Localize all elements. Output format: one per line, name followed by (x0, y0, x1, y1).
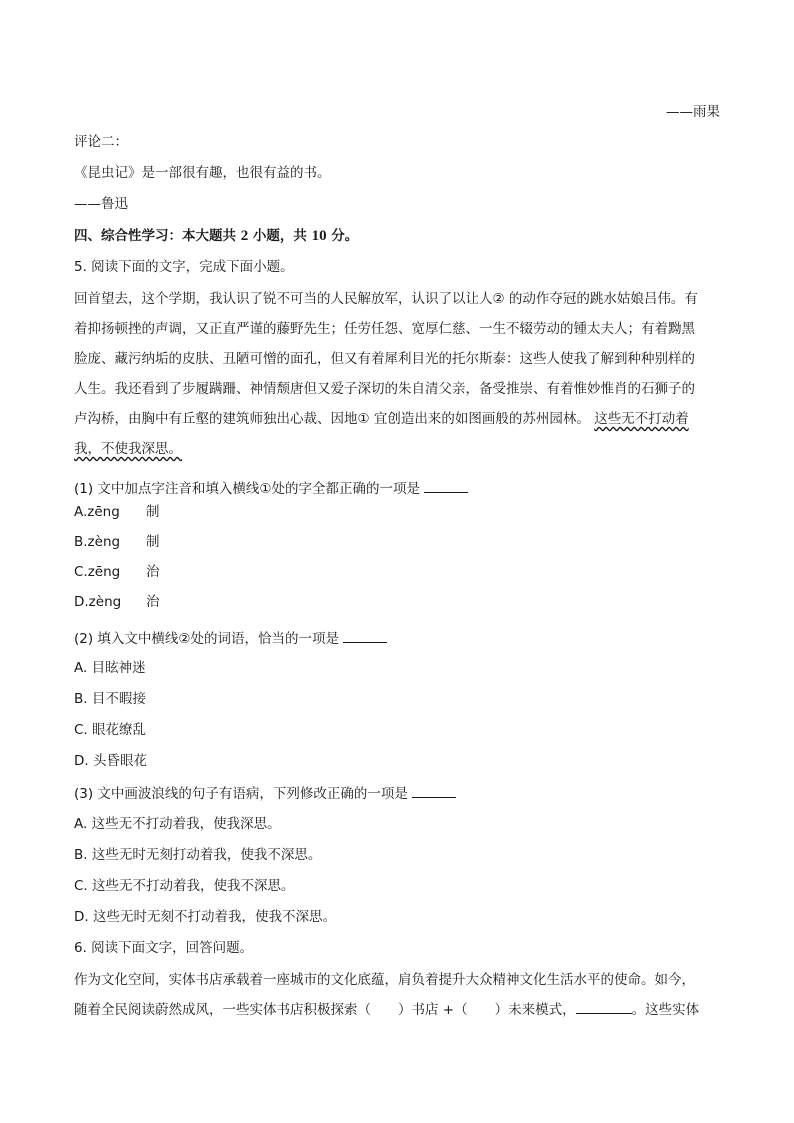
attribution-hugo: ——雨果 (666, 104, 720, 120)
sub2-stem-text: (2) 填入文中横线②处的词语，恰当的一项是 (74, 631, 344, 647)
section-heading-post: 分。 (326, 228, 359, 244)
q5-sub2-stem (74, 628, 387, 648)
section-heading (74, 226, 358, 246)
passage-line (74, 995, 722, 1025)
option-pinyin: D.zèng (74, 594, 122, 610)
answer-blank[interactable] (343, 628, 387, 643)
wavy-sentence-part1: 这些无不打动着 (594, 411, 689, 427)
passage-line (74, 404, 722, 434)
option-pinyin: A.zēng (74, 504, 120, 520)
comment2-label: 评论二： (74, 134, 128, 150)
q6-prompt: 6. 阅读下面文字，回答问题。 (74, 940, 254, 956)
answer-blank[interactable] (424, 478, 468, 493)
option-char: 治 (146, 594, 160, 610)
passage-line: 着抑扬顿挫的声调，又正直严谨的藤野先生；任劳任怨、宽厚仁慈、一生不辍劳动的锺太夫人；有着黝黑 (74, 321, 695, 337)
option-pinyin: B.zèng (74, 534, 121, 550)
passage-line: 作为文化空间，实体书店承载着一座城市的文化底蕴，肩负着提升大众精神文化生活水平的使命。如今， (74, 972, 695, 988)
option-pinyin: C.zēng (74, 564, 121, 580)
sub2-option-a[interactable]: A. 目眩神迷 (74, 660, 146, 676)
comment2-text: 《昆虫记》是一部很有趣，也很有益的书。 (74, 165, 331, 181)
passage-line: 人生。我还看到了步履蹒跚、神情颓唐但又爱子深切的朱自清父亲，备受推崇、有着惟妙惟肖的石狮子的 (74, 381, 695, 397)
option-char: 治 (146, 564, 160, 580)
sub2-option-d[interactable]: D. 头昏眼花 (74, 753, 147, 769)
q6-passage (74, 965, 722, 1025)
attribution-luxun: ——鲁迅 (74, 196, 128, 212)
q5-sub1-stem (74, 478, 468, 498)
passage-line (74, 434, 722, 464)
passage-line-tail: 。这些实体 (631, 1002, 700, 1018)
section-heading-pre: 四、综合性学习：本大题共 (74, 228, 241, 244)
passage-line: 脸庞、藏污纳垢的皮肤、丑陋可憎的面孔，但又有着犀利目光的托尔斯泰：这些人使我了解到种种别样的 (74, 351, 695, 367)
sub1-option-a[interactable] (74, 502, 160, 522)
option-char: 制 (146, 504, 160, 520)
sub1-option-b[interactable] (74, 532, 160, 552)
section-heading-mid: 小题，共 (248, 228, 312, 244)
sub1-option-c[interactable] (74, 562, 160, 582)
passage-line-text: 随着全民阅读蔚然成风，一些实体书店积极探索（ ）书店 +（ ）未来模式， (74, 1002, 576, 1018)
section-heading-count: 2 (240, 228, 249, 244)
q5-prompt: 5. 阅读下面的文字，完成下面小题。 (74, 259, 294, 275)
answer-blank[interactable] (412, 783, 456, 798)
sub3-option-a[interactable]: A. 这些无不打动着我，使我深思。 (74, 816, 281, 832)
passage-line: 回首望去，这个学期，我认识了锐不可当的人民解放军，认识了以让人② 的动作夺冠的跳水姑娘吕伟。有 (74, 291, 698, 307)
sub3-option-c[interactable]: C. 这些无不打动着我，使我不深思。 (74, 878, 295, 894)
sub1-stem-text: (1) 文中加点字注音和填入横线①处的字全都正确的一项是 (74, 481, 425, 497)
wavy-sentence-part2: 我，不使我深思。 (74, 441, 182, 457)
sub3-option-b[interactable]: B. 这些无时无刻打动着我，使我不深思。 (74, 847, 322, 863)
passage-line-text: 卢沟桥，由胸中有丘壑的建筑师独出心裁、因地① 宜创造出来的如图画般的苏州园林。 (74, 411, 590, 427)
sub2-option-b[interactable]: B. 目不暇接 (74, 691, 146, 707)
section-heading-score: 10 (311, 228, 327, 244)
sub2-option-c[interactable]: C. 眼花缭乱 (74, 722, 147, 738)
sub1-option-d[interactable] (74, 592, 160, 612)
sub3-option-d[interactable]: D. 这些无时无刻不打动着我，使我不深思。 (74, 909, 336, 925)
q5-sub3-stem (74, 783, 456, 803)
option-char: 制 (146, 534, 160, 550)
answer-blank[interactable] (576, 999, 632, 1014)
q5-passage (74, 284, 722, 464)
sub3-stem-text: (3) 文中画波浪线的句子有语病，下列修改正确的一项是 (74, 786, 413, 802)
